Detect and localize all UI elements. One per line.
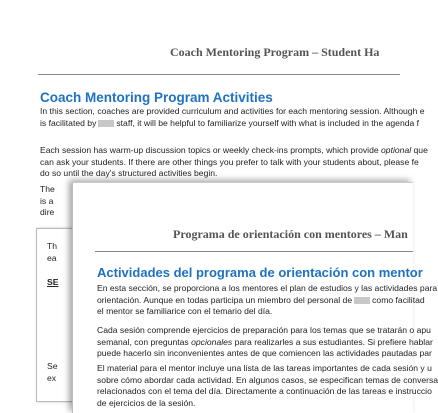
page-header-title: Programa de orientación con mentores – Man <box>173 227 408 241</box>
sessions-paragraph: Cada sesión comprende ejercicios de preparación para los temas que se tratarán o apu semanal, con preguntas opcionales para realizarles a sus estudiantes. Si prefiere hablar puede hacerlo sin inconvenientes antes de que comiencen las actividades pautadas par <box>97 325 433 359</box>
sessions-paragraph: Each session has warm-up discussion topics or weekly check-ins prompts, which provide optional que can ask your students. If there are other things you prefer to talk with your students about, please fe do so until the day's structured activities begin. <box>40 145 428 179</box>
section-heading: Actividades del programa de orientación con mentor <box>97 265 423 280</box>
header-rule <box>95 251 413 252</box>
materials-paragraph: El material para el mentor incluye una lista de las tareas importantes de cada sesión y u sobre cómo abordar cada actividad. En algunos casos, se especifican temas de conversa relacionados con el tema del día. Directamente a continuación de las tareas e instruccio de ejercicios de la sesión. <box>97 363 438 408</box>
intro-paragraph: En esta sección, se proporciona a los mentores el plan de estudios y las actividades para orientación. Aunque en todas participa un miembro del personal de como facilitad el mentor se familiarice con el temario del día. <box>97 283 438 317</box>
redacted-name <box>98 120 114 127</box>
intro-paragraph: In this section, coaches are provided curriculum and activities for each mentoring session. Although e is facilitated by staff, it will be helpful to familiarize yourself with what is included in the agenda f <box>40 106 425 128</box>
section-heading: Coach Mentoring Program Activities <box>40 90 273 105</box>
spanish-handbook-page <box>72 182 438 413</box>
redacted-name <box>354 297 370 304</box>
middle-page-edge: Th ea SE Se ex <box>36 228 74 402</box>
header-rule <box>38 74 400 75</box>
hidden-paragraph-fragment: The is a dire <box>40 184 55 218</box>
page-header-title: Coach Mentoring Program – Student Ha <box>170 45 380 59</box>
